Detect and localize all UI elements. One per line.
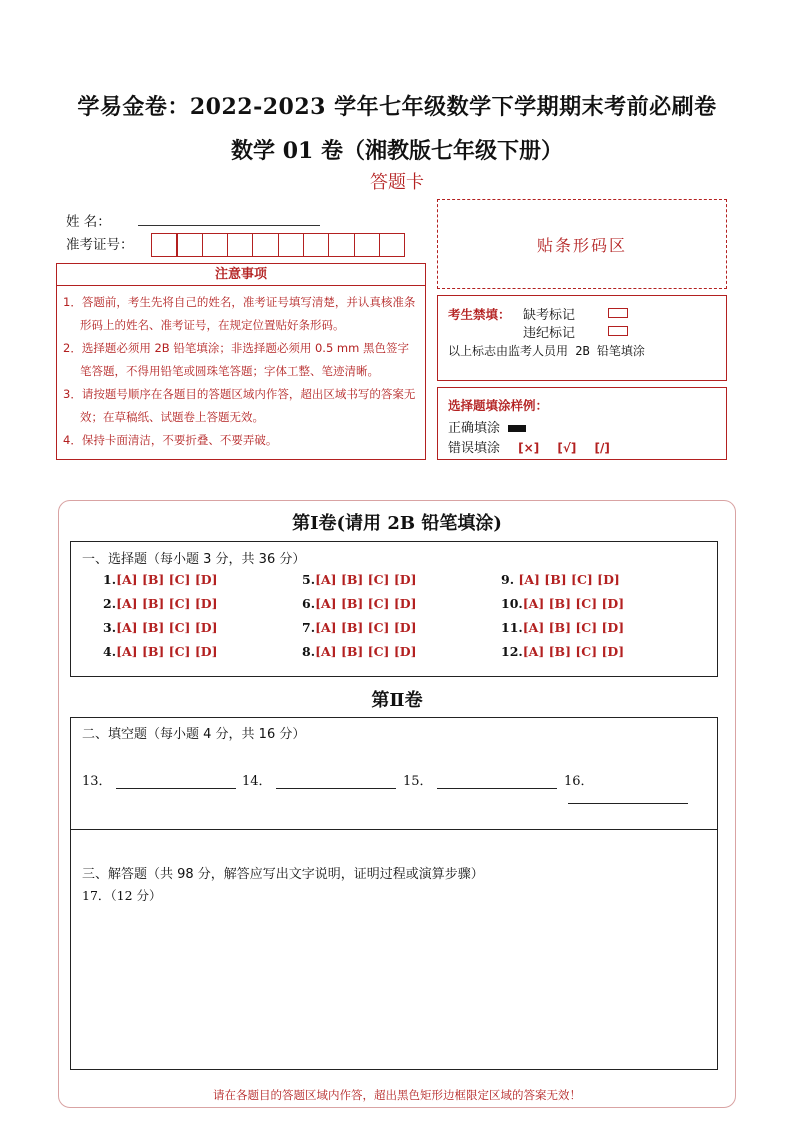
examiner-only-label: 考生禁填： [448, 307, 511, 322]
notice-item: 3．请按题号顺序在各题目的答题区域内作答，超出区域书写的答案无效；在草稿纸、试题卷上答题无效。 [63, 387, 416, 424]
answer-options[interactable]: [A] [B] [C] [D] [315, 644, 417, 659]
mc-heading: 一、选择题（每小题 3 分，共 36 分） [82, 552, 306, 567]
section2-title: 第Ⅱ卷 [371, 690, 423, 711]
id-digit-box[interactable] [278, 233, 305, 257]
fill-sample-heading: 选择题填涂样例： [448, 398, 549, 413]
answer-heading: 三、解答题（共 98 分，解答应写出文字说明，证明过程或演算步骤） [82, 867, 484, 882]
answer-options[interactable]: [A] [B] [C] [D] [522, 620, 625, 635]
answer-options[interactable]: [A] [B] [C] [D] [518, 572, 620, 587]
wrong-fill-label: 错误填涂 [448, 441, 501, 456]
id-digit-box[interactable] [202, 233, 229, 257]
question-17-label: 17．（12 分） [82, 888, 162, 903]
mc-question[interactable] [103, 572, 218, 587]
absent-mark-box[interactable] [608, 308, 628, 318]
notice-item: 4．保持卡面清洁，不要折叠、不要弄破。 [63, 433, 278, 447]
id-digit-box[interactable] [303, 233, 330, 257]
mc-question[interactable] [501, 596, 624, 611]
answer-options[interactable]: [A] [B] [C] [D] [315, 596, 417, 611]
absent-mark-label: 缺考标记 [523, 308, 576, 323]
name-field[interactable] [138, 224, 320, 226]
answer-options[interactable]: [A] [B] [C] [D] [116, 620, 218, 635]
wrong-mark-cross: [×] [518, 441, 540, 455]
exam-id-boxes[interactable] [151, 233, 404, 257]
id-digit-box[interactable] [354, 233, 381, 257]
violation-mark-label: 违纪标记 [523, 326, 576, 341]
wrong-mark-slash: [/] [594, 441, 610, 455]
mc-question[interactable] [501, 644, 624, 659]
question-number: 9. [501, 572, 519, 587]
id-digit-box[interactable] [151, 233, 178, 257]
notice-item: 1．答题前，考生先将自己的姓名，准考证号填写清楚，并认真核准条形码上的姓名、准考证号，在规定位置贴好条形码。 [63, 295, 416, 332]
mc-question[interactable] [103, 620, 218, 635]
correct-fill-label: 正确填涂 [448, 421, 501, 436]
footer-warning: 请在各题目的答题区域内作答，超出黑色矩形边框限定区域的答案无效！ [213, 1088, 581, 1102]
question-number: 10. [501, 596, 523, 611]
answer-options[interactable]: [A] [B] [C] [D] [522, 644, 625, 659]
blank-number: 14． [242, 774, 272, 789]
correct-fill-row [448, 417, 526, 436]
fill-heading: 二、填空题（每小题 4 分，共 16 分） [82, 727, 306, 742]
name-label: 姓 名： [66, 214, 111, 230]
mc-question[interactable] [501, 572, 620, 587]
blank-number: 15． [403, 774, 433, 789]
question-number: 12. [501, 644, 523, 659]
exam-id-label: 准考证号： [66, 237, 134, 253]
blank-line[interactable] [568, 791, 688, 804]
question-number: 5. [302, 572, 316, 587]
answer-options[interactable]: [A] [B] [C] [D] [116, 596, 218, 611]
id-digit-box[interactable] [176, 233, 203, 257]
wrong-mark-check: [√] [557, 441, 577, 455]
question-number: 4. [103, 644, 117, 659]
mc-question[interactable] [302, 644, 417, 659]
question-number: 11. [501, 620, 523, 635]
id-digit-box[interactable] [252, 233, 279, 257]
answer-options[interactable]: [A] [B] [C] [D] [315, 572, 417, 587]
barcode-area [437, 199, 727, 289]
answer-card-label: 答题卡 [370, 172, 424, 193]
blank-line[interactable] [276, 776, 396, 789]
notice-item: 2．选择题必须用 2B 铅笔填涂；非选择题必须用 0.5 mm 黑色签字笔答题，不得用铅笔或圆珠笔答题；字体工整、笔迹清晰。 [63, 341, 409, 378]
question-number: 3. [103, 620, 117, 635]
violation-mark-box[interactable] [608, 326, 628, 336]
section1-title: 第Ⅰ卷(请用 2B 铅笔填涂) [292, 513, 502, 534]
blank-line[interactable] [116, 776, 236, 789]
fill-in-box [70, 717, 718, 830]
blank-number: 13． [82, 774, 112, 789]
answer-options[interactable]: [A] [B] [C] [D] [522, 596, 625, 611]
paper-subtitle: 数学 01 卷（湘教版七年级下册） [231, 138, 563, 164]
notice-heading: 注意事项 [56, 263, 426, 286]
question-number: 1. [103, 572, 117, 587]
answer-options[interactable]: [A] [B] [C] [D] [315, 620, 417, 635]
blank-13[interactable] [82, 770, 236, 789]
fill-sample-box [437, 387, 727, 460]
paper-title: 学易金卷：2022-2023 学年七年级数学下学期期末考前必刷卷 [77, 94, 717, 120]
answer-box[interactable] [70, 829, 718, 1070]
answer-options[interactable]: [A] [B] [C] [D] [116, 572, 218, 587]
question-number: 6. [302, 596, 316, 611]
multiple-choice-box [70, 541, 718, 677]
answer-options[interactable]: [A] [B] [C] [D] [116, 644, 218, 659]
id-digit-box[interactable] [379, 233, 406, 257]
mc-question[interactable] [302, 572, 417, 587]
blank-15[interactable] [403, 770, 557, 789]
question-number: 2. [103, 596, 117, 611]
id-digit-box[interactable] [328, 233, 355, 257]
mc-question[interactable] [103, 644, 218, 659]
blank-number: 16． [564, 774, 594, 789]
mc-question[interactable] [501, 620, 624, 635]
question-number: 8. [302, 644, 316, 659]
wrong-fill-row [448, 437, 610, 456]
barcode-label: 贴条形码区 [536, 235, 627, 255]
question-number: 7. [302, 620, 316, 635]
mc-question[interactable] [302, 620, 417, 635]
mc-question[interactable] [302, 596, 417, 611]
examiner-note: 以上标志由监考人员用 2B 铅笔填涂 [448, 344, 645, 358]
notice-body [56, 285, 426, 460]
blank-16[interactable] [564, 770, 717, 804]
blank-14[interactable] [242, 770, 396, 789]
mc-question[interactable] [103, 596, 218, 611]
blank-line[interactable] [437, 776, 557, 789]
id-digit-box[interactable] [227, 233, 254, 257]
examiner-only-box [437, 295, 727, 381]
filled-bubble-icon [508, 425, 526, 432]
